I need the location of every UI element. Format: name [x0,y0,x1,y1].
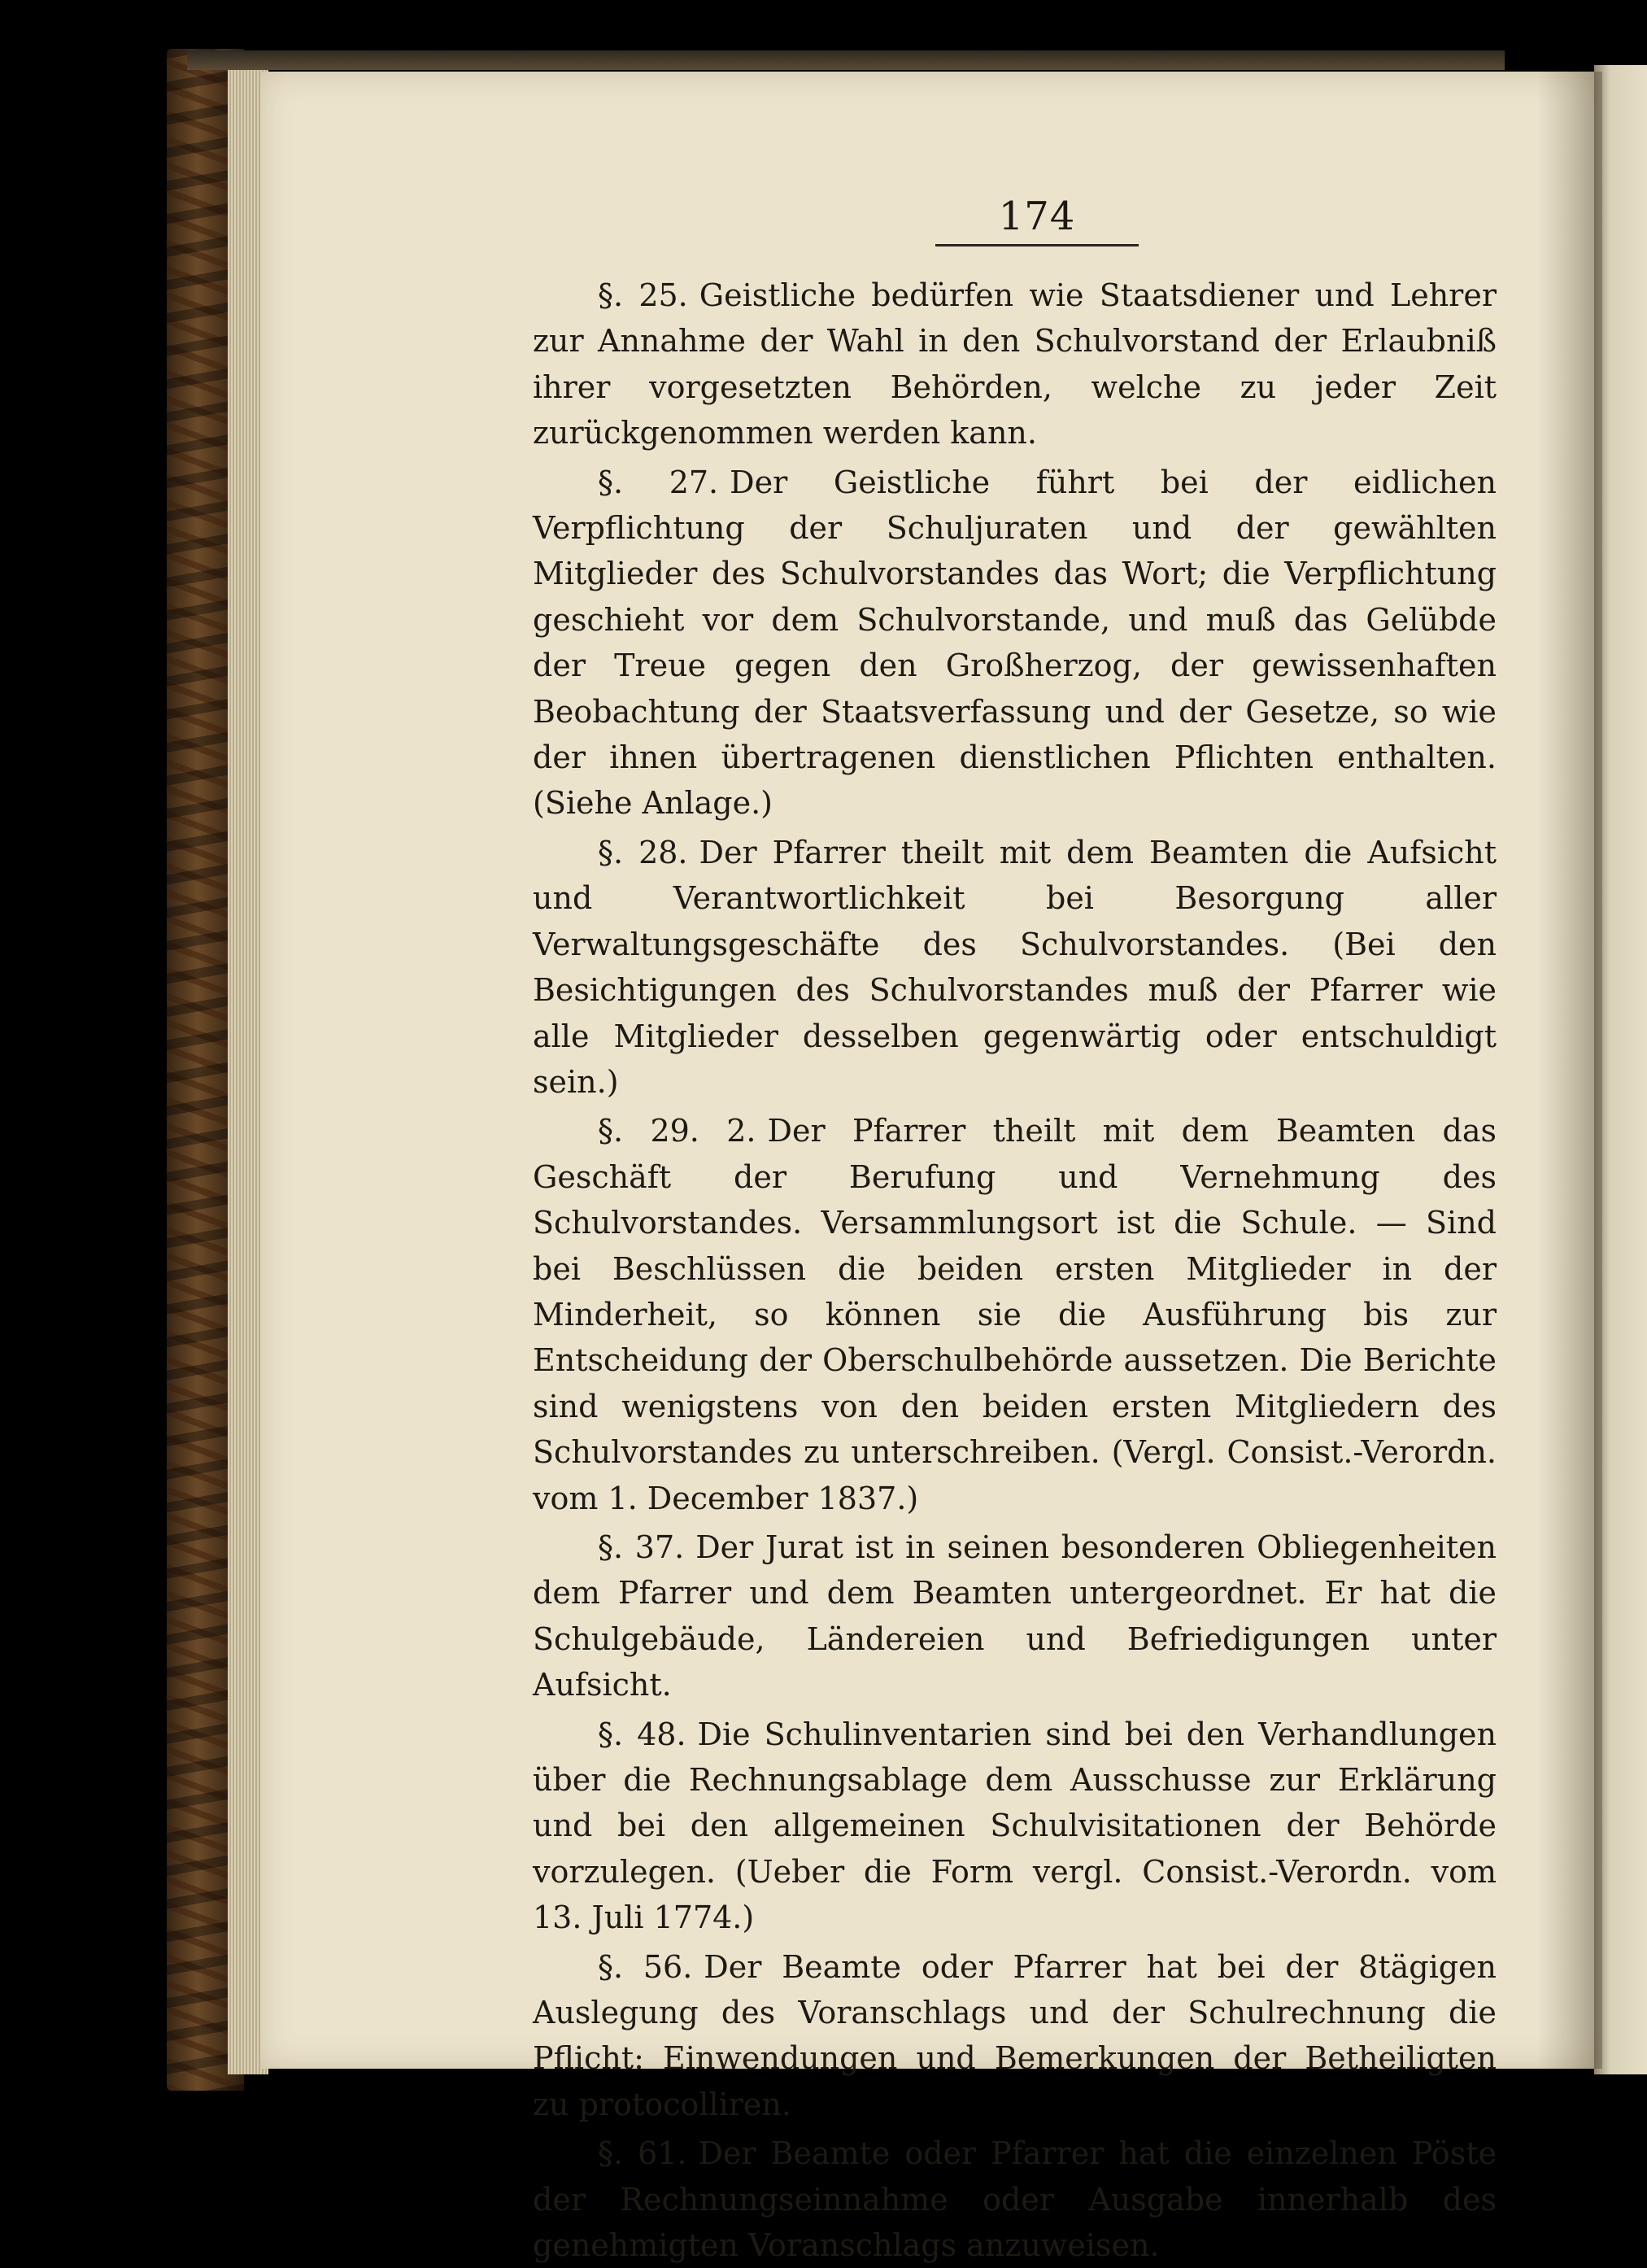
text-block [533,273,1497,2268]
page-number: 174 [998,194,1076,239]
paragraph-number: §. 37. [598,1529,685,1565]
paragraph-number: §. 56. [598,1948,693,1985]
paragraph-text: Der Jurat ist in seinen besonderen Obliegenheiten dem Pfarrer und dem Beamten untergeordnet. Er hat die Schulgebäude, Ländereien und Befriedigungen unter Aufsicht. [533,1529,1497,1703]
paragraph-text: Der Beamte oder Pfarrer hat bei der 8tägigen Auslegung des Voranschlags und der Schulrechnung die Pflicht: Einwendungen und Bemerkungen der Betheiligten zu protocolliren. [533,1948,1497,2122]
paragraph-text: Die Schulinventarien sind bei den Verhandlungen über die Rechnungsablage dem Ausschusse zur Erklärung und bei den allgemeinen Schulvisitationen der Behörde vorzulegen. (Ueber die Form vergl. Consist.-Verordn. vom 13. Juli 1774.) [533,1716,1497,1936]
paragraph-27 [533,460,1497,827]
paragraph-number: §. 29. 2. [598,1113,756,1149]
book-cover-top [187,50,1505,70]
paragraph-29 [533,1108,1497,1521]
paragraph-number: §. 48. [598,1716,686,1752]
page-number-rule [935,244,1139,246]
paragraph-text: Der Pfarrer theilt mit dem Beamten die Aufsicht und Verantwortlichkeit bei Besorgung aller Verwaltungsgeschäfte des Schulvorstandes. (Bei den Besichtigungen des Schulvorstandes muß der Pfarrer wie alle Mitglieder desselben gegenwärtig oder entschuldigt sein.) [533,834,1497,1100]
gutter-shadow [1537,72,1602,2069]
paragraph-text: Der Pfarrer theilt mit dem Beamten das Geschäft der Berufung und Vernehmung des Schulvorstandes. Versammlungsort ist die Schule. — Sind bei Beschlüssen die beiden ersten Mitglieder in der Minderheit, so können sie die Ausführung bis zur Entscheidung der Oberschulbehörde aussetzen. Die Berichte sind wenigstens von den beiden ersten Mitgliedern des Schulvorstandes zu unterschreiben. (Vergl. Consist.-Verordn. vom 1. December 1837.) [533,1113,1497,1516]
paragraph-text: Geistliche bedürfen wie Staatsdiener und Lehrer zur Annahme der Wahl in den Schulvorstand der Erlaubniß ihrer vorgesetzten Behörden, welche zu jeder Zeit zurückgenommen werden kann. [533,277,1497,451]
paragraph-number: §. 25. [598,277,688,313]
paragraph-56 [533,1944,1497,2128]
paragraph-48 [533,1712,1497,1941]
paragraph-number: §. 27. [598,464,719,500]
paragraph-number: §. 28. [598,834,688,870]
paragraph-28 [533,830,1497,1105]
paragraph-61 [533,2131,1497,2268]
paragraph-text: Der Geistliche führt bei der eidlichen Verpflichtung der Schuljuraten und der gewählten Mitglieder des Schulvorstandes das Wort; die Verpflichtung geschieht vor dem Schulvorstande, und muß das Gelübde der Treue gegen den Großherzog, der gewissenhaften Beobachtung der Staatsverfassung und der Gesetze, so wie der ihnen übertragenen dienstlichen Pflichten enthalten. (Siehe Anlage.) [533,464,1497,822]
paragraph-text: Der Beamte oder Pfarrer hat die einzelnen Pöste der Rechnungseinnahme oder Ausgabe innerhalb des genehmigten Voranschlags anzuweisen. [533,2135,1497,2264]
paragraph-37 [533,1524,1497,1708]
paragraph-25 [533,273,1497,456]
paragraph-number: §. 61. [598,2135,687,2172]
